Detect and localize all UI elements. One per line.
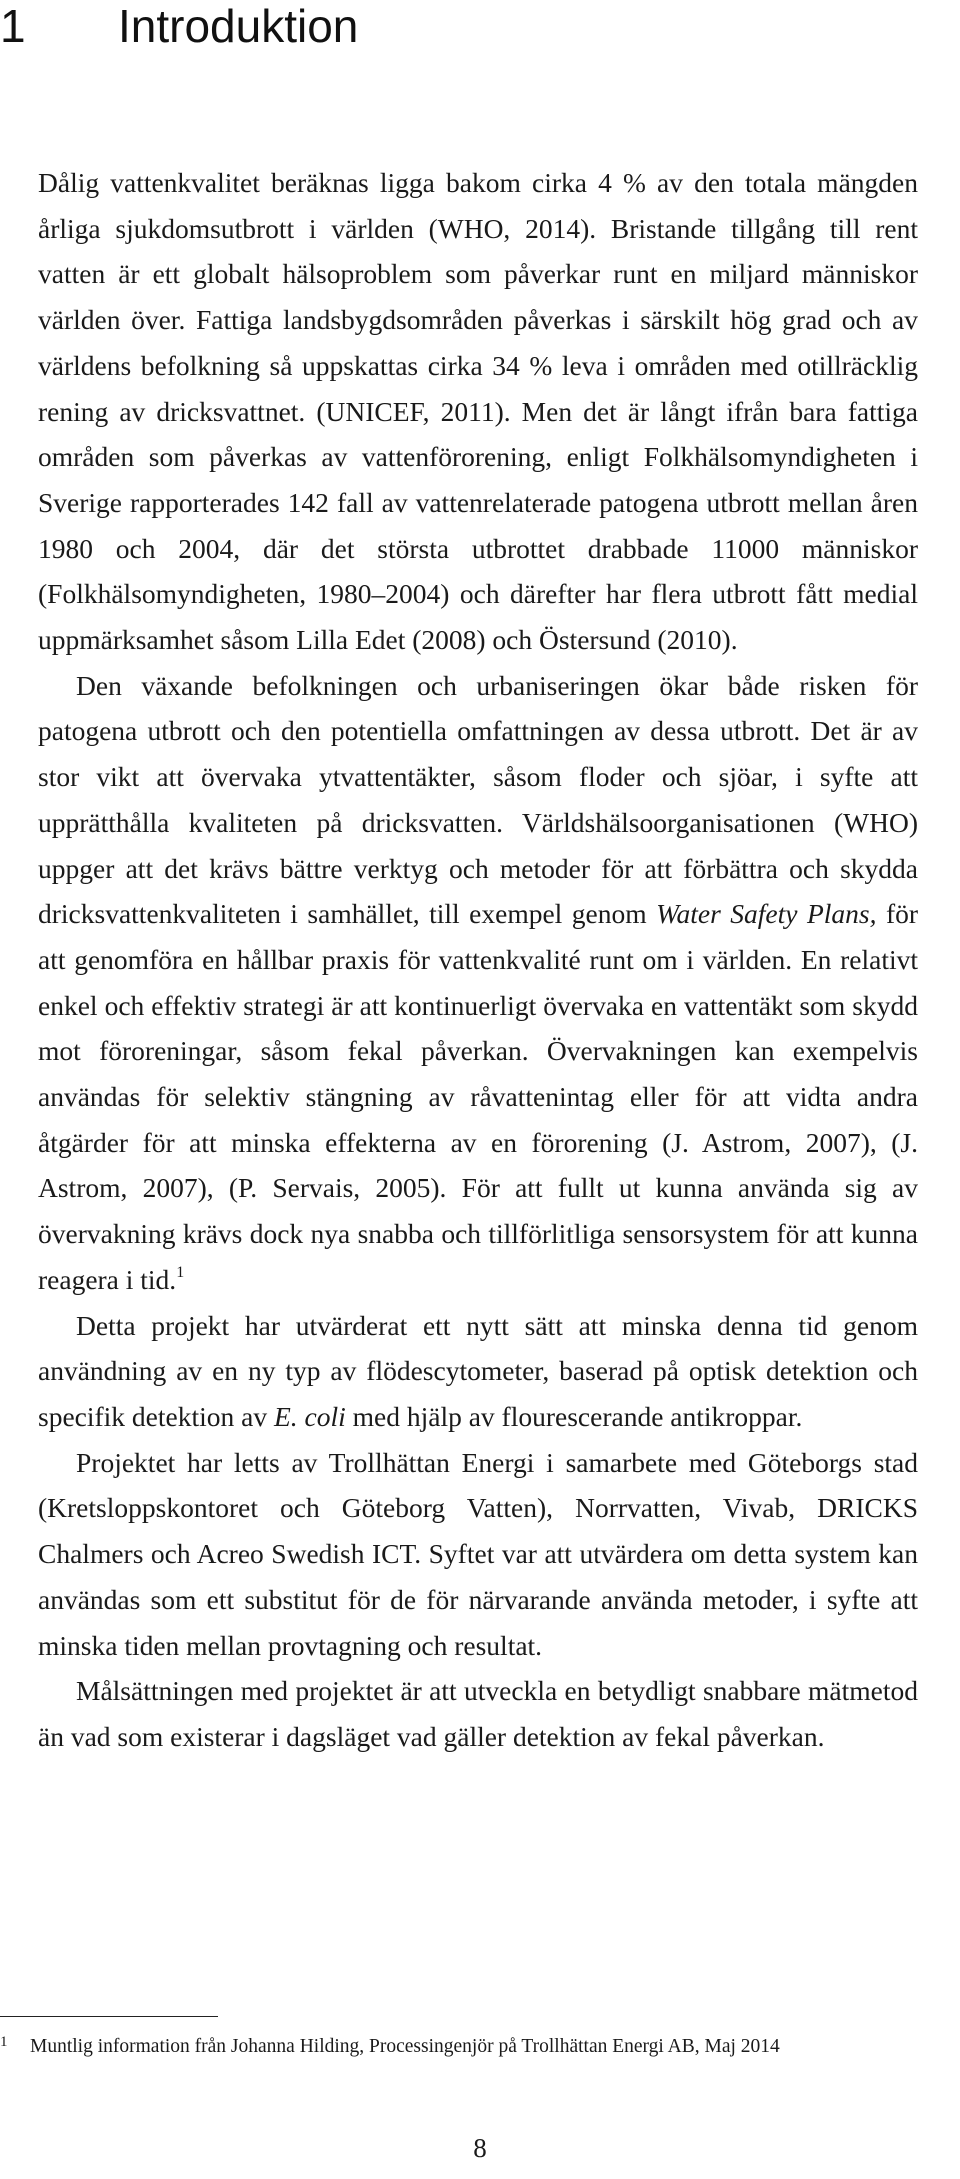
footnote-text: Muntlig information från Johanna Hilding, Processingenjör på Trollhättan Energi AB, Maj 2014: [30, 2036, 780, 2057]
footnote-divider: [0, 2016, 218, 2017]
paragraph-text: Projektet har letts av Trollhättan Energi i samarbete med Göteborgs stad (Kretsloppskontoret och Göteborg Vatten), Norrvatten, Vivab, DRICKS Chalmers och Acreo Swedish ICT. Syftet var att utvärdera om detta system kan användas som ett substitut för de för närvarande använda metoder, i syfte att minska tiden mellan provtagning och resultat.: [38, 1446, 918, 1661]
paragraph-text: Den växande befolkningen och urbaniseringen ökar både risken för patogena utbrott och den potentiella omfattningen av dessa utbrott. Det är av stor vikt att övervaka ytvattentäkter, såsom floder och sjöar, i syfte att upprätthålla kvaliteten på dricksvatten. Världshälsoorganisationen (WHO) uppger att det krävs bättre verktyg och metoder för att förbättra och skydda dricksvattenkvaliteten i samhället, till exempel genom: [38, 669, 918, 930]
footnote-reference: 1: [176, 1263, 185, 1281]
italic-text: E. coli: [273, 1400, 346, 1432]
body-text: [38, 160, 918, 1760]
italic-text: Water Safety Plans,: [656, 898, 877, 930]
page-number: 8: [473, 2133, 487, 2163]
chapter-heading: [0, 0, 358, 60]
paragraph: [38, 1668, 918, 1759]
paragraph-text: med hjälp av flourescerande antikroppar.: [345, 1400, 803, 1432]
paragraph-text: Detta projekt har utvärderat ett nytt sätt att minska denna tid genom användning av en ny typ av flödescytometer, baserad på optisk detektion och specifik detektion av: [38, 1309, 918, 1432]
paragraph-text: Dålig vattenkvalitet beräknas ligga bakom cirka 4 % av den totala mängden årliga sjukdomsutbrott i världen (WHO, 2014). Bristande tillgång till rent vatten är ett globalt hälsoproblem som påverkar runt en miljard människor världen över. Fattiga landsbygdsområden påverkas i särskilt hög grad och av världens befolkning så uppskattas cirka 34 % leva i områden med otillräcklig rening av dricksvattnet. (UNICEF, 2011). Men det är långt ifrån bara fattiga områden som påverkas av vattenförorening, enligt Folkhälsomyndigheten i Sverige rapporterades 142 fall av vattenrelaterade patogena utbrott mellan åren 1980 och 2004, där det största utbrottet drabbade 11000 människor (Folkhälsomyndigheten, 1980–2004) och därefter har flera utbrott fått medial uppmärksamhet såsom Lilla Edet (2008) och Östersund (2010).: [38, 167, 918, 656]
footnote: [0, 2028, 960, 2061]
chapter-title: Introduktion: [118, 0, 359, 52]
paragraph-text: för att genomföra en hållbar praxis för vattenkvalité runt om i världen. En relativt enkel och effektiv strategi är att kontinuerligt övervaka en vattentäkt som skydd mot föroreningar, såsom fekal påverkan. Övervakningen kan exempelvis användas för selektiv stängning av råvattenintag eller för att vidta andra åtgärder för att minska effekterna av en förorening (J. Astrom, 2007), (J. Astrom, 2007), (P. Servais, 2005). För att fullt ut kunna använda sig av övervakning krävs dock nya snabba och tillförlitliga sensorsystem för att kunna reagera i tid.: [38, 898, 919, 1295]
paragraph: [38, 160, 918, 663]
paragraph: [38, 663, 918, 1303]
paragraph-text: Målsättningen med projektet är att utveckla en betydligt snabbare mätmetod än vad som existerar i dagsläget vad gäller detektion av fekal påverkan.: [38, 1675, 918, 1752]
paragraph: [38, 1440, 918, 1669]
paragraph: [38, 1303, 918, 1440]
chapter-number: 1: [0, 0, 26, 52]
footnote-number: 1: [0, 2034, 8, 2050]
